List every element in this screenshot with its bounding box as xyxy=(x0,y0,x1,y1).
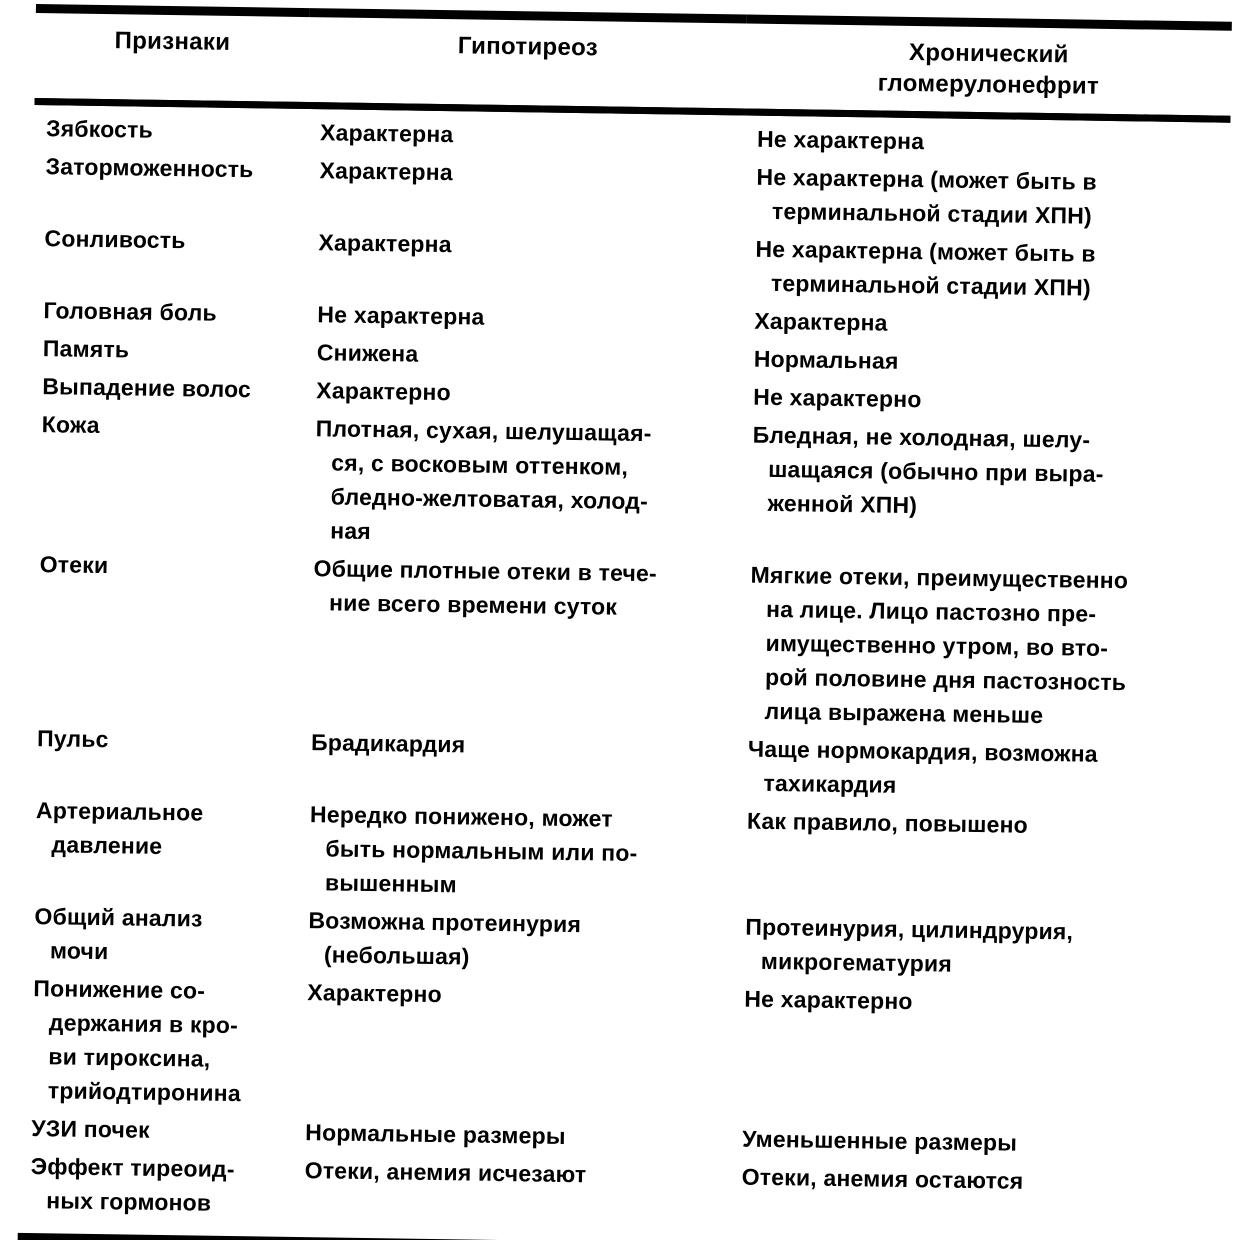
hypothyroidism-cell: Снижена xyxy=(316,339,419,367)
comparison-table xyxy=(18,4,1232,1237)
glomerulonephritis-cell: Чаще нормокардия, возможна тахикардия xyxy=(747,735,1098,798)
table-row xyxy=(28,405,1226,563)
hypothyroidism-cell: Нередко понижено, может быть нормальным или по- вышенным xyxy=(309,801,638,898)
sign-cell: Отеки xyxy=(39,551,109,579)
hypothyroidism-cell: Характерна xyxy=(318,229,452,258)
table-row xyxy=(20,969,1218,1127)
hypothyroidism-cell: Характерно xyxy=(316,377,452,406)
hypothyroidism-cell: Плотная, сухая, шелушащая- ся, с восковым оттенком, бледно-желтоватая, холод- ная xyxy=(315,415,652,545)
glomerulonephritis-cell: Не характерно xyxy=(753,383,922,413)
sign-cell: Память xyxy=(42,335,130,363)
sign-cell: Пульс xyxy=(36,725,109,753)
glomerulonephritis-cell: Уменьшенные размеры xyxy=(742,1125,1018,1156)
hypothyroidism-cell: Брадикардия xyxy=(310,729,466,758)
glomerulonephritis-cell: Мягкие отеки, преимущественно на лице. Лицо пастозно пре- имущественно утром, во вто- рой половине дня пастозность лица выражена меньше xyxy=(750,561,1129,729)
sign-cell: Сонливость xyxy=(44,225,186,254)
hypothyroidism-cell: Характерно xyxy=(307,979,443,1008)
glomerulonephritis-cell: Не характерно xyxy=(744,985,913,1015)
glomerulonephritis-cell: Протеинурия, цилиндрурия, микрогематурия xyxy=(745,913,1074,977)
hypothyroidism-cell: Нормальные размеры xyxy=(305,1119,566,1149)
glomerulonephritis-cell: Не характерна (может быть в терминальной стадии ХПН) xyxy=(755,235,1096,301)
hypothyroidism-cell: Общие плотные отеки в тече- ние всего времени суток xyxy=(313,555,658,620)
sign-cell: Артериальное давление xyxy=(35,797,204,859)
glomerulonephritis-cell: Как правило, повышено xyxy=(746,807,1029,838)
glomerulonephritis-cell: Нормальная xyxy=(753,345,899,374)
col-header-hypothyroidism: Гипотиреоз xyxy=(309,13,747,112)
sign-cell: УЗИ почек xyxy=(31,1115,150,1143)
hypothyroidism-cell: Отеки, анемия исчезают xyxy=(304,1157,587,1188)
hypothyroidism-cell: Характерна xyxy=(319,119,454,148)
sign-cell: Головная боль xyxy=(43,297,218,326)
glomerulonephritis-cell: Отеки, анемия остаются xyxy=(741,1163,1024,1194)
sign-cell: Кожа xyxy=(41,411,100,438)
sign-cell: Выпадение волос xyxy=(42,373,252,403)
hypothyroidism-cell: Характерна xyxy=(319,157,454,186)
glomerulonephritis-cell: Не характерна (может быть в терминальной стадии ХПН) xyxy=(756,163,1098,229)
table-row xyxy=(25,545,1223,737)
sign-cell: Общий анализ мочи xyxy=(34,903,203,965)
col-header-signs: Признаки xyxy=(35,8,310,105)
glomerulonephritis-cell: Не характерна xyxy=(756,125,925,155)
table-row xyxy=(23,791,1220,915)
col-header-glomerulonephritis: Хронический гломерулонефрит xyxy=(745,19,1231,119)
hypothyroidism-cell: Возможна протеинурия (небольшая) xyxy=(308,907,582,970)
hypothyroidism-cell: Не характерна xyxy=(317,301,485,330)
sign-cell: Заторможенность xyxy=(45,153,254,183)
header-row xyxy=(35,8,1232,119)
sign-cell: Эффект тиреоид- ных гормонов xyxy=(30,1153,235,1216)
document-sheet xyxy=(18,4,1232,1240)
glomerulonephritis-cell: Характерна xyxy=(754,307,888,336)
sign-cell: Понижение со- держания в кро- ви тироксина, трийодтиронина xyxy=(33,975,242,1107)
glomerulonephritis-cell: Бледная, не холодная, шелу- шащаяся (обычно при выра- женной ХПН) xyxy=(752,421,1104,519)
sign-cell: Зябкость xyxy=(45,115,154,143)
